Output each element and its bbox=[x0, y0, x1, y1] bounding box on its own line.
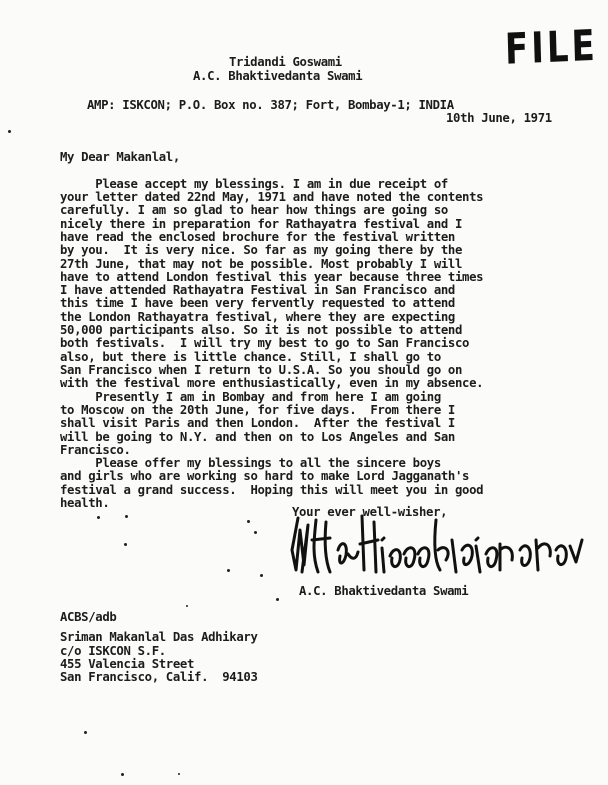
initials: ACBS/adb bbox=[60, 610, 117, 624]
body-line: your letter dated 22nd May, 1971 and have noted the contents bbox=[60, 190, 484, 204]
scan-speck bbox=[276, 598, 279, 601]
body-line: 27th June, that may not be possible. Most probably I will bbox=[60, 257, 463, 271]
signature-name: A.C. Bhaktivedanta Swami bbox=[299, 584, 469, 598]
body-line: will be going to N.Y. and then on to Los Angeles and San bbox=[60, 430, 455, 444]
body-line: also, but there is little chance. Still, I shall go to bbox=[60, 350, 441, 364]
body-line: health. bbox=[60, 496, 110, 510]
recipient-line: San Francisco, Calif. 94103 bbox=[60, 670, 258, 684]
body-line: by you. It is very nice. So far as my going there by the bbox=[60, 243, 463, 257]
scan-speck bbox=[260, 574, 263, 577]
body-line: Presently I am in Bombay and from here I am going bbox=[60, 390, 441, 404]
body-line: and girls who are working so hard to make Lord Jagganath's bbox=[60, 469, 470, 483]
letterhead-title: Tridandi Goswami bbox=[229, 55, 342, 69]
closing: Your ever well-wisher, bbox=[292, 505, 448, 519]
scan-speck bbox=[227, 569, 230, 572]
body-line: nicely there in preparation for Rathayatra festival and I bbox=[60, 217, 463, 231]
sender-address: AMP: ISKCON; P.O. Box no. 387; Fort, Bombay-1; INDIA bbox=[87, 98, 454, 112]
body-line: 50,000 participants also. So it is not possible to attend bbox=[60, 323, 463, 337]
body-line: I have attended Rathayatra Festival in San Francisco and bbox=[60, 283, 455, 297]
body-line: Please accept my blessings. I am in due receipt of bbox=[60, 177, 448, 191]
salutation: My Dear Makanlal, bbox=[60, 150, 180, 164]
scan-speck bbox=[121, 773, 124, 776]
scan-speck bbox=[97, 516, 100, 519]
letter-date: 10th June, 1971 bbox=[446, 111, 552, 125]
body-line: have read the enclosed brochure for the festival written bbox=[60, 230, 455, 244]
body-line: with the festival more enthusiastically, even in my absence. bbox=[60, 376, 484, 390]
body-line: this time I have been very fervently requested to attend bbox=[60, 296, 455, 310]
body-line: the London Rathayatra festival, where they are expecting bbox=[60, 310, 455, 324]
recipient-line: Sriman Makanlal Das Adhikary bbox=[60, 630, 258, 644]
body-line: both festivals. I will try my best to go to San Francisco bbox=[60, 336, 470, 350]
body-line: shall visit Paris and then London. After the festival I bbox=[60, 416, 455, 430]
handwritten-signature bbox=[286, 510, 586, 580]
body-line: Please offer my blessings to all the sincere boys bbox=[60, 456, 441, 470]
file-stamp: FILE bbox=[504, 20, 599, 76]
scan-speck bbox=[186, 605, 188, 607]
scan-speck bbox=[84, 731, 87, 734]
recipient-line: c/o ISKCON S.F. bbox=[60, 644, 166, 658]
body-line: Francisco. bbox=[60, 443, 131, 457]
letterhead-name: A.C. Bhaktivedanta Swami bbox=[193, 69, 363, 83]
body-line: festival a grand success. Hoping this will meet you in good bbox=[60, 483, 484, 497]
body-line: to Moscow on the 20th June, for five days. From there I bbox=[60, 403, 455, 417]
scan-speck bbox=[125, 515, 128, 518]
body-line: San Francisco when I return to U.S.A. So you should go on bbox=[60, 363, 463, 377]
scan-speck bbox=[178, 773, 180, 775]
scan-speck bbox=[8, 130, 11, 133]
scan-speck bbox=[124, 543, 127, 546]
body-line: have to attend London festival this year because three times bbox=[60, 270, 484, 284]
scan-speck bbox=[254, 531, 257, 534]
body-line: carefully. I am so glad to hear how things are going so bbox=[60, 203, 448, 217]
recipient-line: 455 Valencia Street bbox=[60, 657, 195, 671]
scan-speck bbox=[247, 520, 250, 523]
